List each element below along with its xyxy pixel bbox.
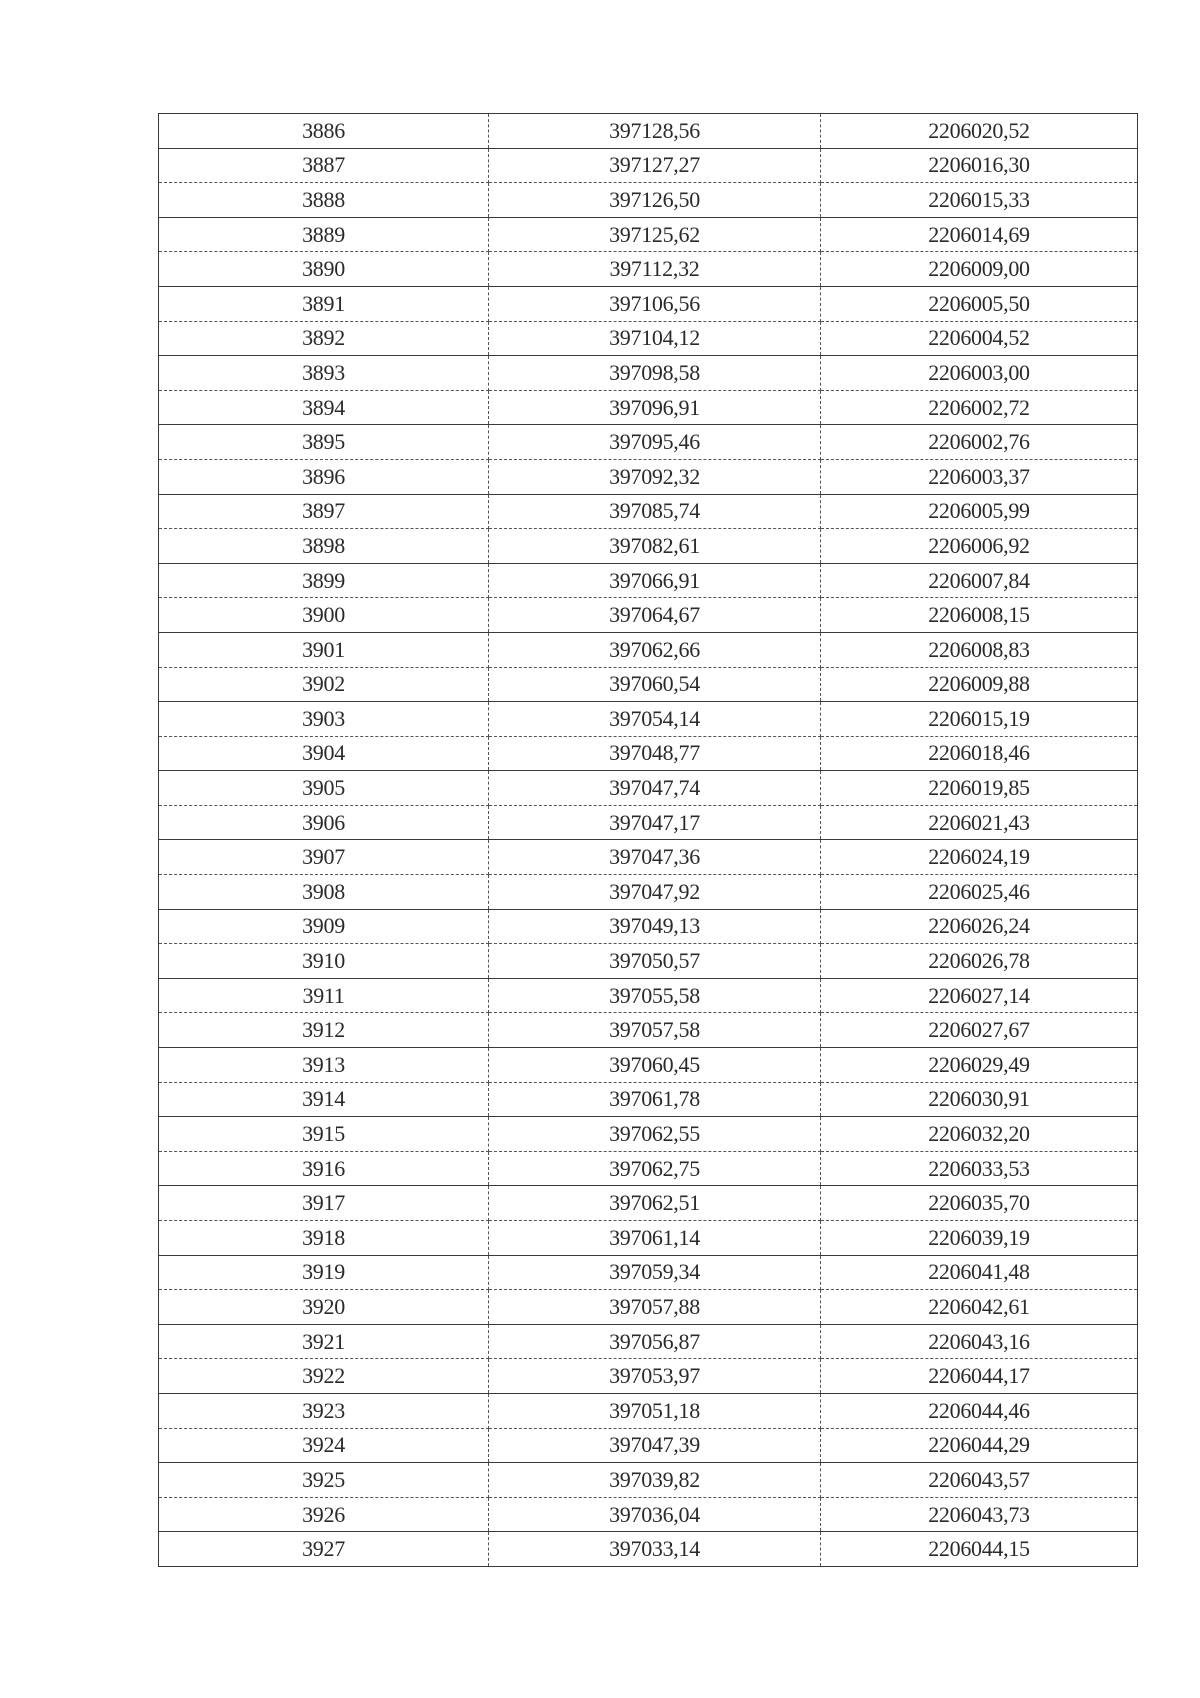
y-coordinate-cell: 2206043,57 bbox=[821, 1463, 1138, 1498]
table-row bbox=[159, 1359, 1138, 1394]
table-row bbox=[159, 1082, 1138, 1117]
coordinates-table bbox=[158, 113, 1138, 1567]
x-coordinate-cell: 397057,88 bbox=[489, 1290, 821, 1325]
point-number-cell: 3894 bbox=[159, 390, 489, 425]
point-number-cell: 3899 bbox=[159, 563, 489, 598]
point-number-cell: 3907 bbox=[159, 840, 489, 875]
table-row bbox=[159, 252, 1138, 287]
table-row bbox=[159, 183, 1138, 218]
y-coordinate-cell: 2206033,53 bbox=[821, 1151, 1138, 1186]
y-coordinate-cell: 2206015,33 bbox=[821, 183, 1138, 218]
table-row bbox=[159, 944, 1138, 979]
point-number-cell: 3890 bbox=[159, 252, 489, 287]
table-row bbox=[159, 1221, 1138, 1256]
point-number-cell: 3906 bbox=[159, 805, 489, 840]
y-coordinate-cell: 2206042,61 bbox=[821, 1290, 1138, 1325]
table-row bbox=[159, 667, 1138, 702]
table-row bbox=[159, 1393, 1138, 1428]
y-coordinate-cell: 2206004,52 bbox=[821, 321, 1138, 356]
point-number-cell: 3886 bbox=[159, 114, 489, 149]
x-coordinate-cell: 397047,17 bbox=[489, 805, 821, 840]
y-coordinate-cell: 2206027,67 bbox=[821, 1013, 1138, 1048]
x-coordinate-cell: 397125,62 bbox=[489, 217, 821, 252]
table-row bbox=[159, 1463, 1138, 1498]
x-coordinate-cell: 397092,32 bbox=[489, 459, 821, 494]
table-row bbox=[159, 978, 1138, 1013]
x-coordinate-cell: 397061,78 bbox=[489, 1082, 821, 1117]
table-row bbox=[159, 909, 1138, 944]
y-coordinate-cell: 2206043,16 bbox=[821, 1324, 1138, 1359]
y-coordinate-cell: 2206044,46 bbox=[821, 1393, 1138, 1428]
table-row bbox=[159, 321, 1138, 356]
point-number-cell: 3915 bbox=[159, 1117, 489, 1152]
table-row bbox=[159, 1532, 1138, 1567]
y-coordinate-cell: 2206014,69 bbox=[821, 217, 1138, 252]
table-row bbox=[159, 425, 1138, 460]
y-coordinate-cell: 2206003,37 bbox=[821, 459, 1138, 494]
point-number-cell: 3888 bbox=[159, 183, 489, 218]
y-coordinate-cell: 2206015,19 bbox=[821, 702, 1138, 737]
y-coordinate-cell: 2206044,17 bbox=[821, 1359, 1138, 1394]
x-coordinate-cell: 397059,34 bbox=[489, 1255, 821, 1290]
point-number-cell: 3920 bbox=[159, 1290, 489, 1325]
x-coordinate-cell: 397062,55 bbox=[489, 1117, 821, 1152]
x-coordinate-cell: 397085,74 bbox=[489, 494, 821, 529]
point-number-cell: 3922 bbox=[159, 1359, 489, 1394]
y-coordinate-cell: 2206027,14 bbox=[821, 978, 1138, 1013]
y-coordinate-cell: 2206044,29 bbox=[821, 1428, 1138, 1463]
table-row bbox=[159, 805, 1138, 840]
point-number-cell: 3918 bbox=[159, 1221, 489, 1256]
x-coordinate-cell: 397106,56 bbox=[489, 286, 821, 321]
x-coordinate-cell: 397047,74 bbox=[489, 771, 821, 806]
point-number-cell: 3905 bbox=[159, 771, 489, 806]
point-number-cell: 3887 bbox=[159, 148, 489, 183]
y-coordinate-cell: 2206016,30 bbox=[821, 148, 1138, 183]
table-row bbox=[159, 356, 1138, 391]
point-number-cell: 3921 bbox=[159, 1324, 489, 1359]
y-coordinate-cell: 2206035,70 bbox=[821, 1186, 1138, 1221]
table-row bbox=[159, 1048, 1138, 1083]
x-coordinate-cell: 397047,92 bbox=[489, 875, 821, 910]
x-coordinate-cell: 397095,46 bbox=[489, 425, 821, 460]
x-coordinate-cell: 397049,13 bbox=[489, 909, 821, 944]
table-row bbox=[159, 1186, 1138, 1221]
table-row bbox=[159, 1255, 1138, 1290]
point-number-cell: 3925 bbox=[159, 1463, 489, 1498]
table-row bbox=[159, 1324, 1138, 1359]
y-coordinate-cell: 2206006,92 bbox=[821, 529, 1138, 564]
x-coordinate-cell: 397104,12 bbox=[489, 321, 821, 356]
point-number-cell: 3892 bbox=[159, 321, 489, 356]
y-coordinate-cell: 2206041,48 bbox=[821, 1255, 1138, 1290]
x-coordinate-cell: 397128,56 bbox=[489, 114, 821, 149]
y-coordinate-cell: 2206018,46 bbox=[821, 736, 1138, 771]
point-number-cell: 3927 bbox=[159, 1532, 489, 1567]
point-number-cell: 3910 bbox=[159, 944, 489, 979]
table-row bbox=[159, 1290, 1138, 1325]
table-row bbox=[159, 1428, 1138, 1463]
table-row bbox=[159, 840, 1138, 875]
point-number-cell: 3889 bbox=[159, 217, 489, 252]
table-row bbox=[159, 598, 1138, 633]
point-number-cell: 3916 bbox=[159, 1151, 489, 1186]
y-coordinate-cell: 2206005,50 bbox=[821, 286, 1138, 321]
y-coordinate-cell: 2206007,84 bbox=[821, 563, 1138, 598]
point-number-cell: 3909 bbox=[159, 909, 489, 944]
table-row bbox=[159, 217, 1138, 252]
x-coordinate-cell: 397064,67 bbox=[489, 598, 821, 633]
x-coordinate-cell: 397066,91 bbox=[489, 563, 821, 598]
point-number-cell: 3903 bbox=[159, 702, 489, 737]
point-number-cell: 3896 bbox=[159, 459, 489, 494]
y-coordinate-cell: 2206025,46 bbox=[821, 875, 1138, 910]
table-row bbox=[159, 736, 1138, 771]
y-coordinate-cell: 2206008,83 bbox=[821, 632, 1138, 667]
point-number-cell: 3914 bbox=[159, 1082, 489, 1117]
table-row bbox=[159, 148, 1138, 183]
point-number-cell: 3913 bbox=[159, 1048, 489, 1083]
x-coordinate-cell: 397112,32 bbox=[489, 252, 821, 287]
y-coordinate-cell: 2206039,19 bbox=[821, 1221, 1138, 1256]
x-coordinate-cell: 397039,82 bbox=[489, 1463, 821, 1498]
y-coordinate-cell: 2206019,85 bbox=[821, 771, 1138, 806]
point-number-cell: 3926 bbox=[159, 1497, 489, 1532]
x-coordinate-cell: 397048,77 bbox=[489, 736, 821, 771]
y-coordinate-cell: 2206029,49 bbox=[821, 1048, 1138, 1083]
y-coordinate-cell: 2206003,00 bbox=[821, 356, 1138, 391]
y-coordinate-cell: 2206044,15 bbox=[821, 1532, 1138, 1567]
y-coordinate-cell: 2206026,24 bbox=[821, 909, 1138, 944]
point-number-cell: 3897 bbox=[159, 494, 489, 529]
point-number-cell: 3898 bbox=[159, 529, 489, 564]
point-number-cell: 3923 bbox=[159, 1393, 489, 1428]
y-coordinate-cell: 2206009,88 bbox=[821, 667, 1138, 702]
table-row bbox=[159, 114, 1138, 149]
table-row bbox=[159, 771, 1138, 806]
table-row bbox=[159, 286, 1138, 321]
y-coordinate-cell: 2206032,20 bbox=[821, 1117, 1138, 1152]
x-coordinate-cell: 397054,14 bbox=[489, 702, 821, 737]
table-row bbox=[159, 1117, 1138, 1152]
y-coordinate-cell: 2206002,72 bbox=[821, 390, 1138, 425]
point-number-cell: 3924 bbox=[159, 1428, 489, 1463]
point-number-cell: 3902 bbox=[159, 667, 489, 702]
x-coordinate-cell: 397061,14 bbox=[489, 1221, 821, 1256]
y-coordinate-cell: 2206009,00 bbox=[821, 252, 1138, 287]
x-coordinate-cell: 397062,51 bbox=[489, 1186, 821, 1221]
coordinates-table-body bbox=[159, 114, 1138, 1567]
point-number-cell: 3908 bbox=[159, 875, 489, 910]
x-coordinate-cell: 397062,75 bbox=[489, 1151, 821, 1186]
x-coordinate-cell: 397057,58 bbox=[489, 1013, 821, 1048]
point-number-cell: 3911 bbox=[159, 978, 489, 1013]
y-coordinate-cell: 2206043,73 bbox=[821, 1497, 1138, 1532]
table-row bbox=[159, 632, 1138, 667]
point-number-cell: 3895 bbox=[159, 425, 489, 460]
point-number-cell: 3904 bbox=[159, 736, 489, 771]
point-number-cell: 3900 bbox=[159, 598, 489, 633]
x-coordinate-cell: 397033,14 bbox=[489, 1532, 821, 1567]
x-coordinate-cell: 397098,58 bbox=[489, 356, 821, 391]
x-coordinate-cell: 397127,27 bbox=[489, 148, 821, 183]
table-row bbox=[159, 459, 1138, 494]
x-coordinate-cell: 397056,87 bbox=[489, 1324, 821, 1359]
x-coordinate-cell: 397082,61 bbox=[489, 529, 821, 564]
x-coordinate-cell: 397060,54 bbox=[489, 667, 821, 702]
table-row bbox=[159, 529, 1138, 564]
y-coordinate-cell: 2206021,43 bbox=[821, 805, 1138, 840]
point-number-cell: 3917 bbox=[159, 1186, 489, 1221]
y-coordinate-cell: 2206026,78 bbox=[821, 944, 1138, 979]
x-coordinate-cell: 397060,45 bbox=[489, 1048, 821, 1083]
y-coordinate-cell: 2206024,19 bbox=[821, 840, 1138, 875]
x-coordinate-cell: 397053,97 bbox=[489, 1359, 821, 1394]
x-coordinate-cell: 397062,66 bbox=[489, 632, 821, 667]
y-coordinate-cell: 2206002,76 bbox=[821, 425, 1138, 460]
point-number-cell: 3891 bbox=[159, 286, 489, 321]
x-coordinate-cell: 397050,57 bbox=[489, 944, 821, 979]
table-row bbox=[159, 1497, 1138, 1532]
table-row bbox=[159, 1013, 1138, 1048]
y-coordinate-cell: 2206008,15 bbox=[821, 598, 1138, 633]
table-row bbox=[159, 494, 1138, 529]
x-coordinate-cell: 397055,58 bbox=[489, 978, 821, 1013]
x-coordinate-cell: 397047,39 bbox=[489, 1428, 821, 1463]
table-row bbox=[159, 390, 1138, 425]
table-row bbox=[159, 1151, 1138, 1186]
x-coordinate-cell: 397036,04 bbox=[489, 1497, 821, 1532]
point-number-cell: 3901 bbox=[159, 632, 489, 667]
table-row bbox=[159, 875, 1138, 910]
x-coordinate-cell: 397047,36 bbox=[489, 840, 821, 875]
x-coordinate-cell: 397096,91 bbox=[489, 390, 821, 425]
table-row bbox=[159, 702, 1138, 737]
x-coordinate-cell: 397126,50 bbox=[489, 183, 821, 218]
y-coordinate-cell: 2206005,99 bbox=[821, 494, 1138, 529]
y-coordinate-cell: 2206020,52 bbox=[821, 114, 1138, 149]
point-number-cell: 3893 bbox=[159, 356, 489, 391]
y-coordinate-cell: 2206030,91 bbox=[821, 1082, 1138, 1117]
table-row bbox=[159, 563, 1138, 598]
point-number-cell: 3919 bbox=[159, 1255, 489, 1290]
x-coordinate-cell: 397051,18 bbox=[489, 1393, 821, 1428]
point-number-cell: 3912 bbox=[159, 1013, 489, 1048]
